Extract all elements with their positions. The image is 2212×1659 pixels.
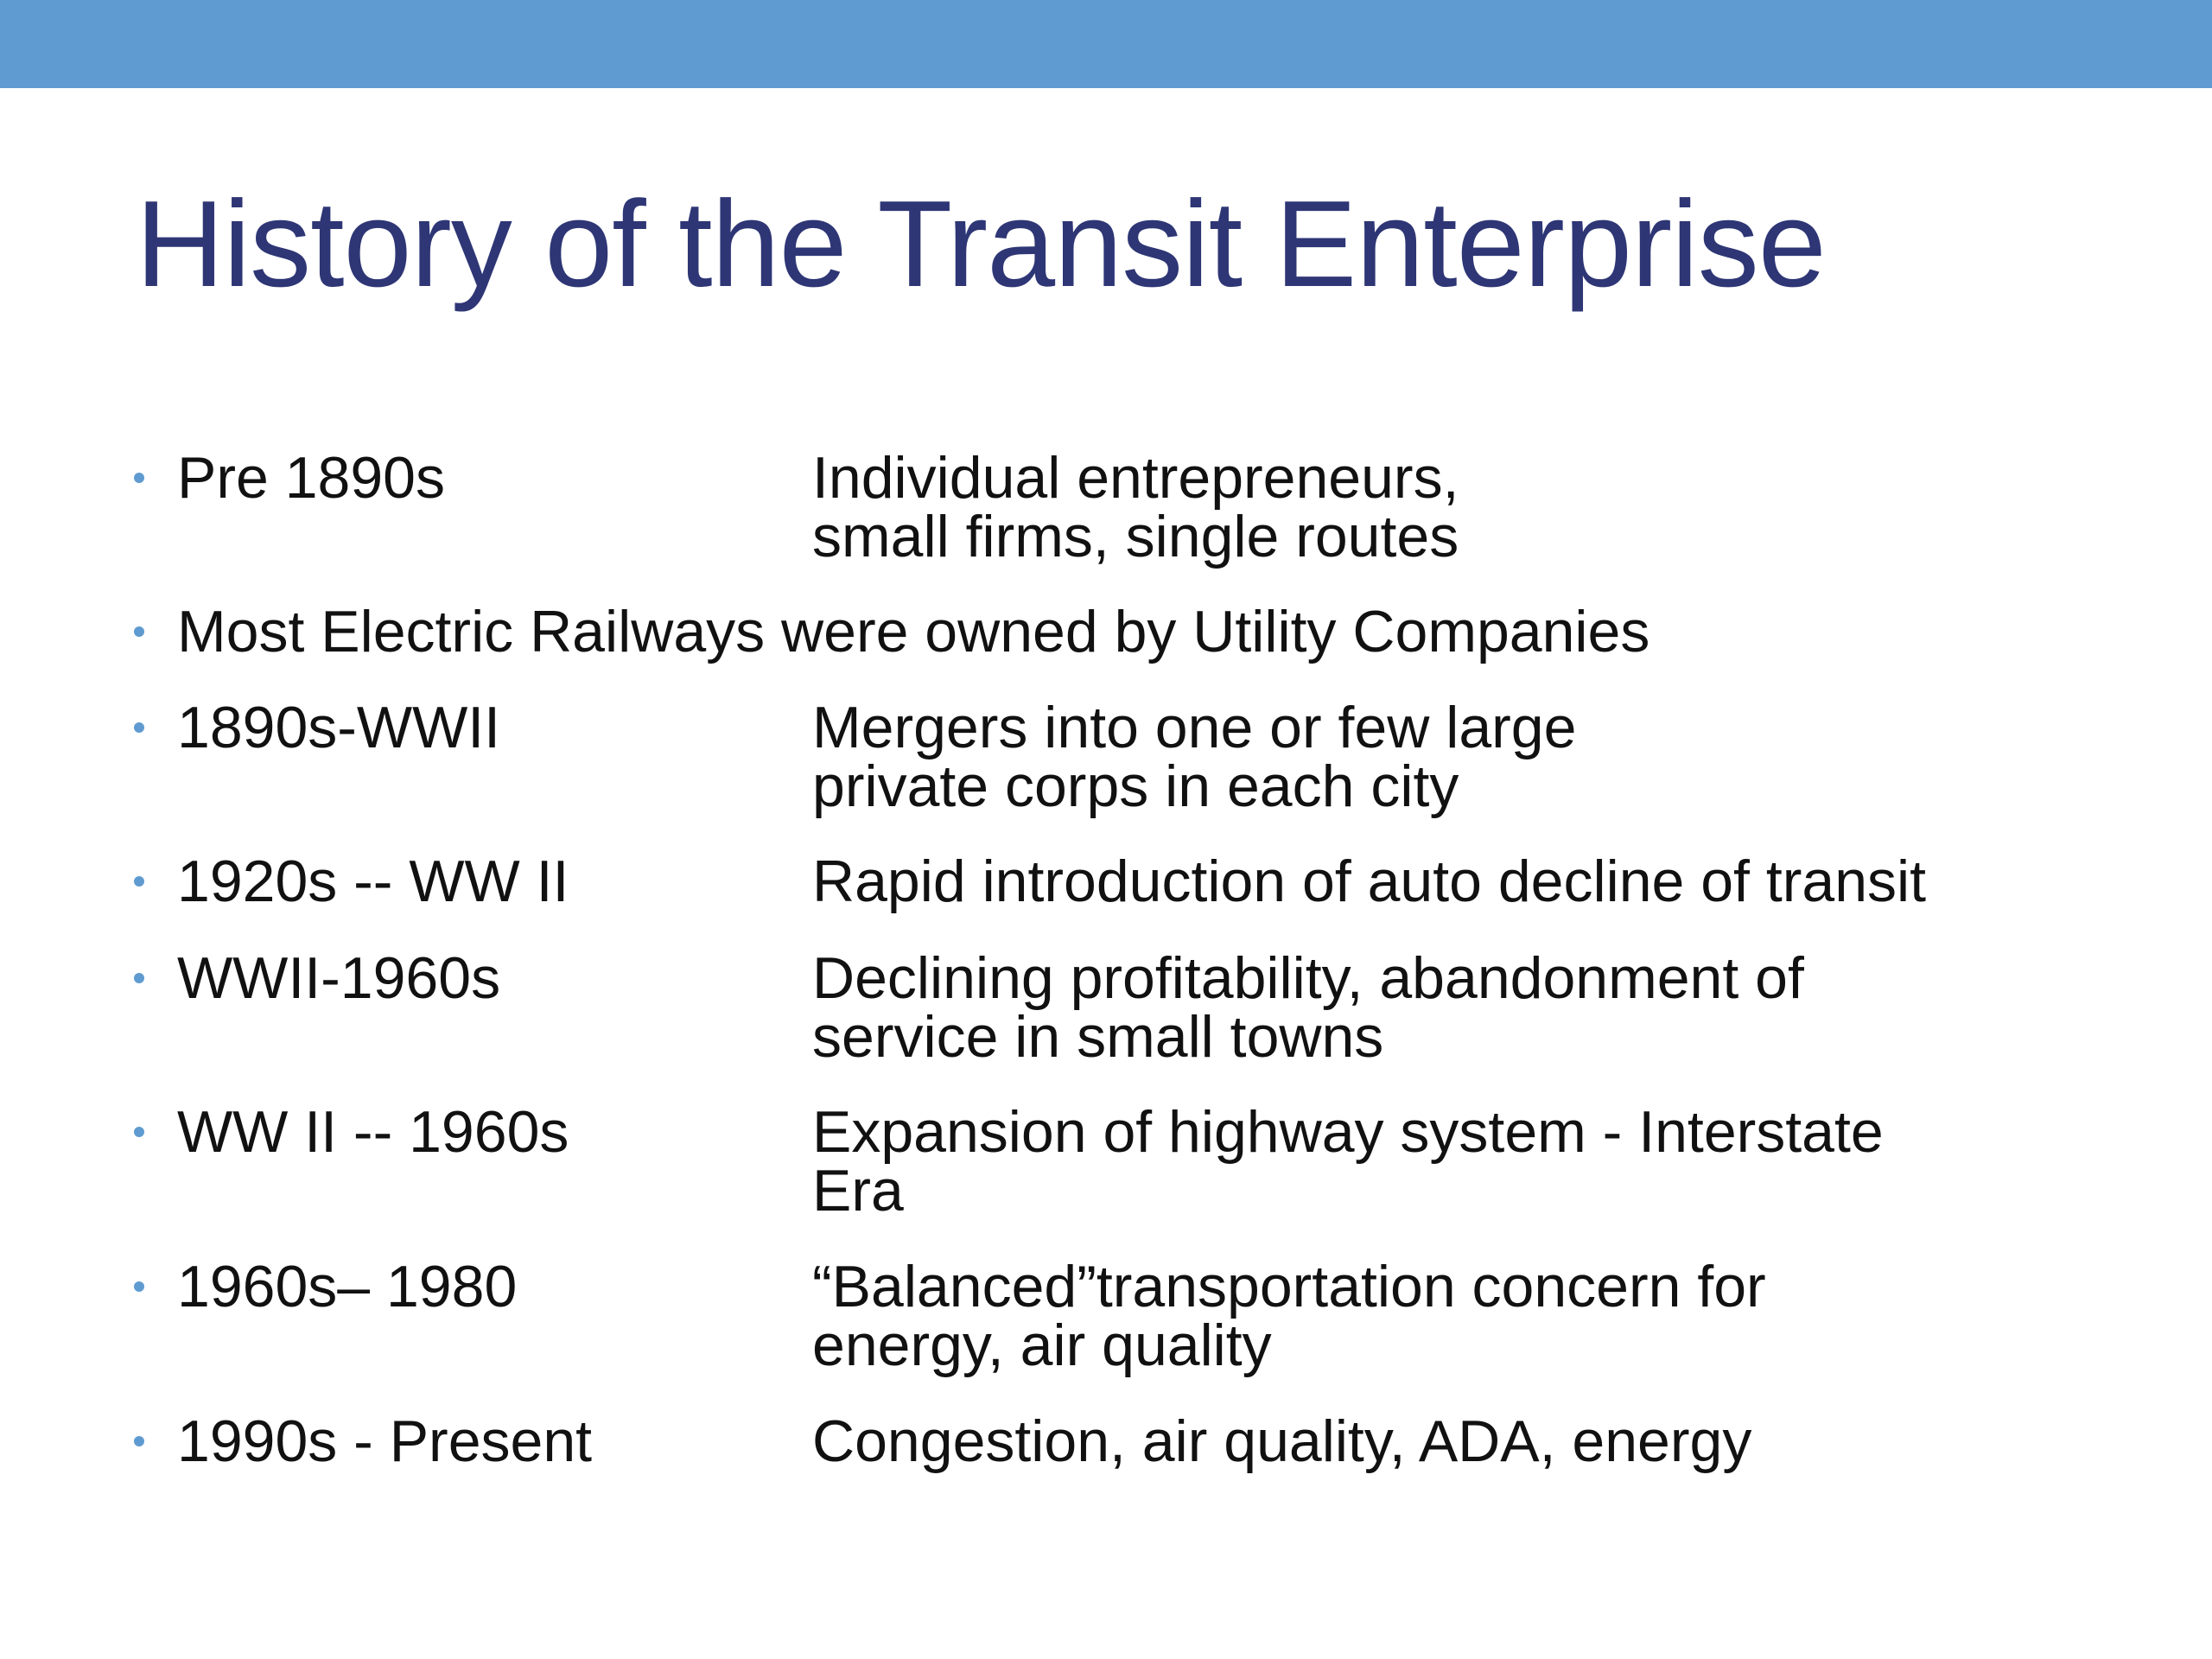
bullet-description: Congestion, air quality, ADA, energy xyxy=(812,1408,1752,1474)
bullet-description: Individual entrepreneurs, small firms, single routes xyxy=(812,445,1459,569)
bullet-term: WW II -- 1960s xyxy=(177,1099,569,1165)
bullet-term: 1960s– 1980 xyxy=(177,1254,518,1319)
bullet-icon xyxy=(134,473,144,483)
bullet-text: Most Electric Railways were owned by Utility Companies xyxy=(177,599,1650,664)
bullet-description: Mergers into one or few large private corps in each city xyxy=(812,695,1577,819)
bullet-description: Declining profitability, abandonment of service in small towns xyxy=(812,945,1804,1070)
bullet-description: “Balanced”transportation concern for energy, air quality xyxy=(812,1254,1766,1378)
bullet-icon xyxy=(134,1127,144,1137)
bullet-term: 1920s -- WW II xyxy=(177,849,569,914)
bullet-term: 1990s - Present xyxy=(177,1408,593,1474)
bullet-icon xyxy=(134,1436,144,1446)
bullet-icon xyxy=(134,1281,144,1292)
bullet-icon xyxy=(134,876,144,887)
bullet-description: Rapid introduction of auto decline of transit xyxy=(812,849,1927,914)
bullet-icon xyxy=(134,973,144,983)
bullet-term: 1890s-WWII xyxy=(177,695,501,760)
bullet-term: Pre 1890s xyxy=(177,445,445,511)
bullet-icon xyxy=(134,722,144,733)
slide-title: History of the Transit Enterprise xyxy=(136,175,1826,313)
bullet-icon xyxy=(134,626,144,637)
bullet-description: Expansion of highway system - Interstate Era xyxy=(812,1099,1884,1224)
bullet-term: WWII-1960s xyxy=(177,945,501,1011)
